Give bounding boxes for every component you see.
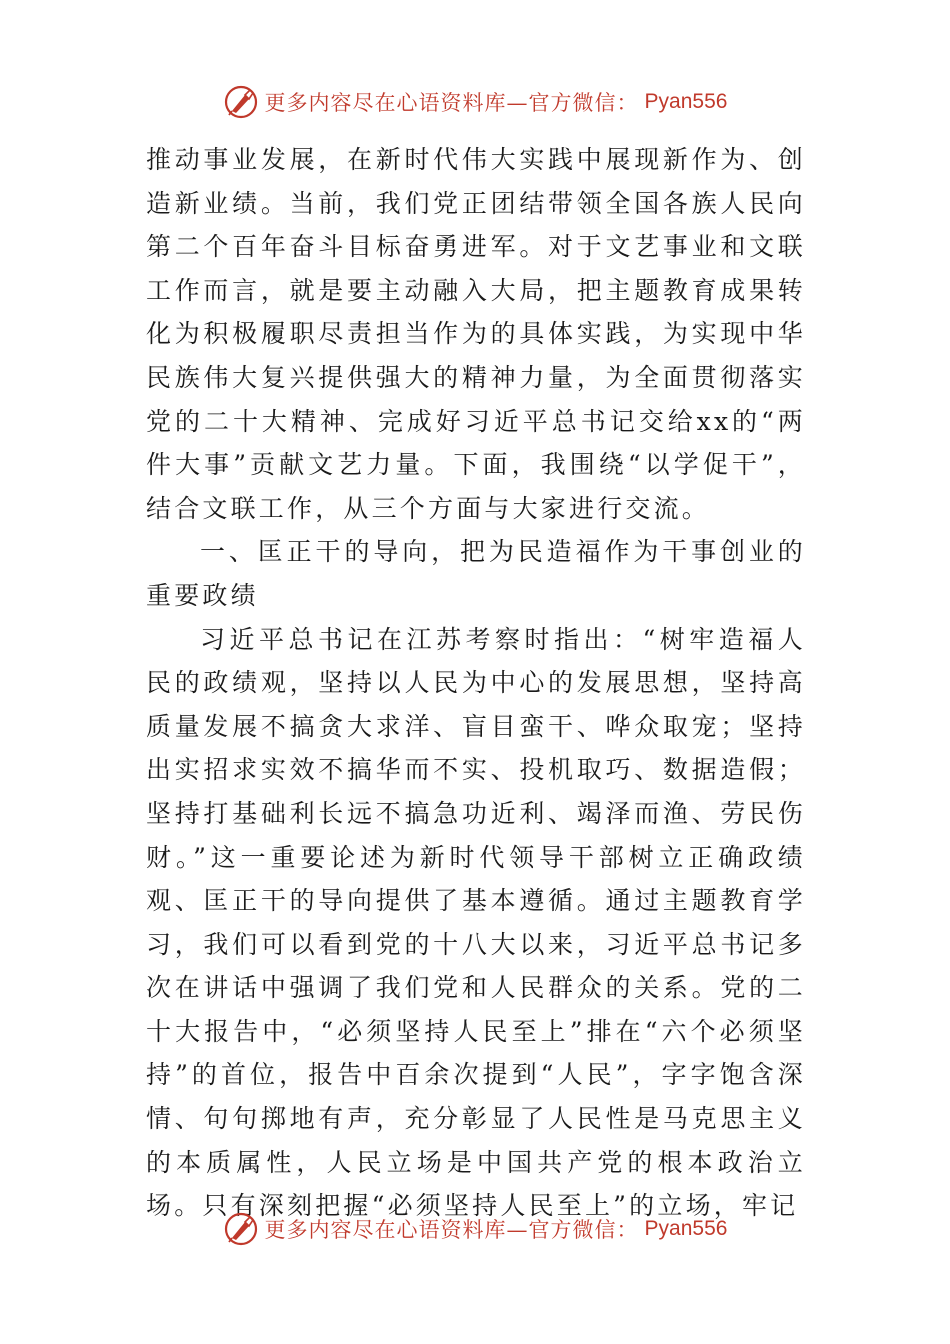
document-body xyxy=(146,138,806,1228)
pen-nib-logo-icon xyxy=(223,1211,259,1247)
footer-watermark xyxy=(0,1211,950,1247)
section-heading: 一、匡正干的导向，把为民造福作为干事创业的重要政绩 xyxy=(146,537,806,610)
header-watermark xyxy=(0,84,950,120)
watermark-text: 更多内容尽在心语资料库—官方微信： xyxy=(264,91,639,115)
pen-nib-logo-icon xyxy=(223,84,259,120)
paragraph-body: 习近平总书记在江苏考察时指出：“树牢造福人民的政绩观，坚持以人民为中心的发展思想，坚持高质量发展不搞贪大求洋、盲目蛮干、哗众取宠；坚持出实招求实效不搞华而不实、投机取巧、数据造假；坚持打基础利长远不搞急功近利、竭泽而渔、劳民伤财。”这一重要论述为新时代领导干部树立正确政绩观、匡正干的导向提供了基本遵循。通过主题教育学习，我们可以看到党的十八大以来，习近平总书记多次在讲话中强调了我们党和人民群众的关系。党的二十大报告中，“必须坚持人民至上”排在“六个必须坚持”的首位，报告中百余次提到“人民”，字字饱含深情、句句掷地有声，充分彰显了人民性是马克思主义的本质属性，人民立场是中国共产党的根本政治立场。只有深刻把握“必须坚持人民至上”的立场，牢记 xyxy=(146,624,806,1221)
watermark-text: 更多内容尽在心语资料库—官方微信： xyxy=(264,1218,639,1242)
watermark-handle: Pyan556 xyxy=(644,90,728,113)
watermark-handle: Pyan556 xyxy=(644,1217,728,1240)
paragraph-continued: 推动事业发展，在新时代伟大实践中展现新作为、创造新业绩。当前，我们党正团结带领全国各族人民向第二个百年奋斗目标奋勇进军。对于文艺事业和文联工作而言，就是要主动融入大局，把主题教育成果转化为积极履职尽责担当作为的具体实践，为实现中华民族伟大复兴提供强大的精神力量，为全面贯彻落实党的二十大精神、完成好习近平总书记交给xx的“两件大事”贡献文艺力量。下面，我围绕“以学促干”，结合文联工作，从三个方面与大家进行交流。 xyxy=(146,145,806,523)
